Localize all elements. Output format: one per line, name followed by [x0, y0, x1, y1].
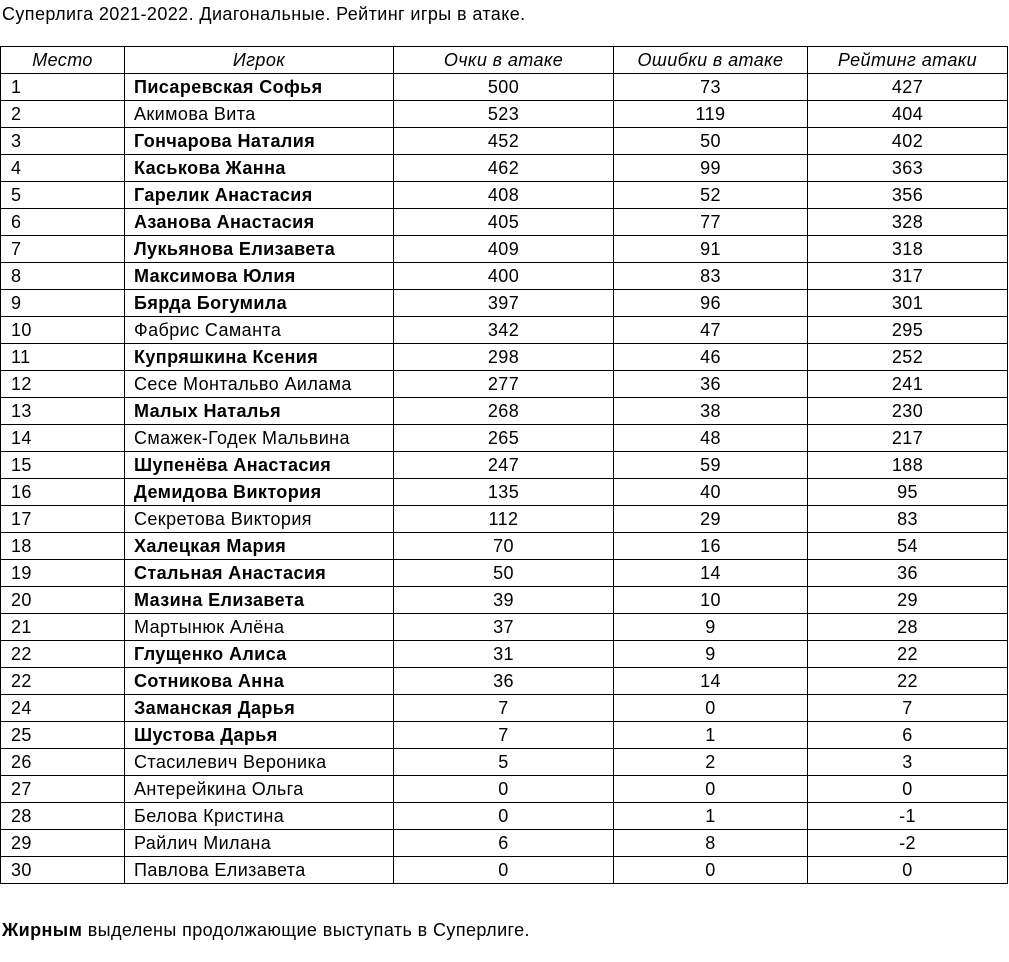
table-row — [1, 749, 1008, 776]
attack-points-cell: 5 — [394, 749, 614, 776]
footnote-bold-word: Жирным — [2, 920, 83, 940]
attack-rating-table — [0, 46, 1008, 884]
place-cell: 20 — [1, 587, 125, 614]
attack-points-cell: 298 — [394, 344, 614, 371]
attack-rating-cell: 317 — [808, 263, 1008, 290]
player-cell: Акимова Вита — [125, 101, 394, 128]
table-row — [1, 182, 1008, 209]
player-cell: Глущенко Алиса — [125, 641, 394, 668]
table-row — [1, 479, 1008, 506]
attack-rating-cell: -1 — [808, 803, 1008, 830]
attack-points-cell: 39 — [394, 587, 614, 614]
attack-rating-cell: 356 — [808, 182, 1008, 209]
attack-points-cell: 6 — [394, 830, 614, 857]
table-row — [1, 317, 1008, 344]
table-row — [1, 74, 1008, 101]
player-cell: Райлич Милана — [125, 830, 394, 857]
column-header-attack-rating: Рейтинг атаки — [808, 47, 1008, 74]
attack-points-cell: 268 — [394, 398, 614, 425]
table-row — [1, 668, 1008, 695]
attack-rating-cell: 188 — [808, 452, 1008, 479]
place-cell: 11 — [1, 344, 125, 371]
place-cell: 5 — [1, 182, 125, 209]
table-row — [1, 101, 1008, 128]
attack-points-cell: 247 — [394, 452, 614, 479]
place-cell: 1 — [1, 74, 125, 101]
attack-rating-cell: 0 — [808, 857, 1008, 884]
table-row — [1, 398, 1008, 425]
player-cell: Малых Наталья — [125, 398, 394, 425]
table-row — [1, 722, 1008, 749]
attack-rating-cell: 95 — [808, 479, 1008, 506]
place-cell: 12 — [1, 371, 125, 398]
attack-rating-cell: 29 — [808, 587, 1008, 614]
place-cell: 10 — [1, 317, 125, 344]
table-body — [1, 74, 1008, 884]
place-cell: 24 — [1, 695, 125, 722]
attack-points-cell: 31 — [394, 641, 614, 668]
place-cell: 27 — [1, 776, 125, 803]
player-cell: Лукьянова Елизавета — [125, 236, 394, 263]
place-cell: 17 — [1, 506, 125, 533]
attack-errors-cell: 50 — [614, 128, 808, 155]
attack-points-cell: 405 — [394, 209, 614, 236]
player-cell: Антерейкина Ольга — [125, 776, 394, 803]
attack-errors-cell: 29 — [614, 506, 808, 533]
table-row — [1, 614, 1008, 641]
place-cell: 13 — [1, 398, 125, 425]
place-cell: 15 — [1, 452, 125, 479]
table-row — [1, 236, 1008, 263]
player-cell: Шустова Дарья — [125, 722, 394, 749]
place-cell: 2 — [1, 101, 125, 128]
attack-rating-cell: 404 — [808, 101, 1008, 128]
attack-errors-cell: 40 — [614, 479, 808, 506]
attack-errors-cell: 77 — [614, 209, 808, 236]
table-header-row — [1, 47, 1008, 74]
column-header-place: Место — [1, 47, 125, 74]
place-cell: 19 — [1, 560, 125, 587]
attack-points-cell: 0 — [394, 776, 614, 803]
attack-rating-cell: 328 — [808, 209, 1008, 236]
attack-errors-cell: 14 — [614, 668, 808, 695]
attack-points-cell: 400 — [394, 263, 614, 290]
place-cell: 16 — [1, 479, 125, 506]
attack-points-cell: 0 — [394, 857, 614, 884]
place-cell: 6 — [1, 209, 125, 236]
table-row — [1, 641, 1008, 668]
attack-errors-cell: 1 — [614, 722, 808, 749]
attack-errors-cell: 73 — [614, 74, 808, 101]
attack-points-cell: 397 — [394, 290, 614, 317]
attack-rating-cell: -2 — [808, 830, 1008, 857]
place-cell: 14 — [1, 425, 125, 452]
attack-rating-cell: 3 — [808, 749, 1008, 776]
player-cell: Мазина Елизавета — [125, 587, 394, 614]
attack-points-cell: 500 — [394, 74, 614, 101]
player-cell: Сотникова Анна — [125, 668, 394, 695]
footnote — [2, 920, 530, 941]
attack-rating-cell: 36 — [808, 560, 1008, 587]
table-row — [1, 695, 1008, 722]
place-cell: 29 — [1, 830, 125, 857]
player-cell: Гончарова Наталия — [125, 128, 394, 155]
player-cell: Стальная Анастасия — [125, 560, 394, 587]
attack-rating-cell: 6 — [808, 722, 1008, 749]
player-cell: Секретова Виктория — [125, 506, 394, 533]
attack-errors-cell: 38 — [614, 398, 808, 425]
table-row — [1, 830, 1008, 857]
attack-points-cell: 277 — [394, 371, 614, 398]
attack-rating-cell: 318 — [808, 236, 1008, 263]
table-row — [1, 776, 1008, 803]
attack-errors-cell: 36 — [614, 371, 808, 398]
place-cell: 30 — [1, 857, 125, 884]
attack-errors-cell: 119 — [614, 101, 808, 128]
attack-errors-cell: 46 — [614, 344, 808, 371]
attack-rating-cell: 28 — [808, 614, 1008, 641]
attack-errors-cell: 96 — [614, 290, 808, 317]
player-cell: Сесе Монтальво Аилама — [125, 371, 394, 398]
player-cell: Халецкая Мария — [125, 533, 394, 560]
table-row — [1, 587, 1008, 614]
attack-errors-cell: 9 — [614, 614, 808, 641]
attack-errors-cell: 9 — [614, 641, 808, 668]
attack-rating-cell: 402 — [808, 128, 1008, 155]
attack-points-cell: 0 — [394, 803, 614, 830]
attack-rating-cell: 22 — [808, 641, 1008, 668]
attack-rating-cell: 301 — [808, 290, 1008, 317]
attack-points-cell: 36 — [394, 668, 614, 695]
place-cell: 7 — [1, 236, 125, 263]
place-cell: 22 — [1, 641, 125, 668]
table-row — [1, 425, 1008, 452]
footnote-text: выделены продолжающие выступать в Суперлиге. — [82, 920, 530, 940]
player-cell: Фабрис Саманта — [125, 317, 394, 344]
place-cell: 28 — [1, 803, 125, 830]
attack-errors-cell: 0 — [614, 776, 808, 803]
attack-points-cell: 112 — [394, 506, 614, 533]
table-row — [1, 803, 1008, 830]
place-cell: 21 — [1, 614, 125, 641]
attack-errors-cell: 0 — [614, 857, 808, 884]
attack-errors-cell: 10 — [614, 587, 808, 614]
attack-points-cell: 452 — [394, 128, 614, 155]
attack-rating-cell: 427 — [808, 74, 1008, 101]
table-row — [1, 209, 1008, 236]
attack-points-cell: 37 — [394, 614, 614, 641]
player-cell: Смажек-Годек Мальвина — [125, 425, 394, 452]
column-header-attack-points: Очки в атаке — [394, 47, 614, 74]
place-cell: 25 — [1, 722, 125, 749]
player-cell: Белова Кристина — [125, 803, 394, 830]
attack-errors-cell: 16 — [614, 533, 808, 560]
place-cell: 9 — [1, 290, 125, 317]
attack-points-cell: 7 — [394, 695, 614, 722]
table-row — [1, 857, 1008, 884]
player-cell: Купряшкина Ксения — [125, 344, 394, 371]
player-cell: Стасилевич Вероника — [125, 749, 394, 776]
player-cell: Азанова Анастасия — [125, 209, 394, 236]
attack-errors-cell: 47 — [614, 317, 808, 344]
attack-errors-cell: 0 — [614, 695, 808, 722]
table-row — [1, 290, 1008, 317]
place-cell: 4 — [1, 155, 125, 182]
attack-points-cell: 7 — [394, 722, 614, 749]
attack-rating-cell: 83 — [808, 506, 1008, 533]
player-cell: Писаревская Софья — [125, 74, 394, 101]
attack-errors-cell: 91 — [614, 236, 808, 263]
table-row — [1, 263, 1008, 290]
attack-points-cell: 408 — [394, 182, 614, 209]
attack-points-cell: 342 — [394, 317, 614, 344]
attack-points-cell: 50 — [394, 560, 614, 587]
attack-errors-cell: 48 — [614, 425, 808, 452]
attack-errors-cell: 52 — [614, 182, 808, 209]
player-cell: Каськова Жанна — [125, 155, 394, 182]
attack-errors-cell: 2 — [614, 749, 808, 776]
attack-points-cell: 70 — [394, 533, 614, 560]
attack-errors-cell: 59 — [614, 452, 808, 479]
attack-errors-cell: 83 — [614, 263, 808, 290]
attack-errors-cell: 1 — [614, 803, 808, 830]
place-cell: 18 — [1, 533, 125, 560]
table-row — [1, 344, 1008, 371]
attack-points-cell: 462 — [394, 155, 614, 182]
attack-rating-cell: 217 — [808, 425, 1008, 452]
player-cell: Демидова Виктория — [125, 479, 394, 506]
attack-rating-cell: 295 — [808, 317, 1008, 344]
table-row — [1, 155, 1008, 182]
player-cell: Бярда Богумила — [125, 290, 394, 317]
table-row — [1, 560, 1008, 587]
attack-points-cell: 135 — [394, 479, 614, 506]
place-cell: 8 — [1, 263, 125, 290]
table-row — [1, 452, 1008, 479]
attack-errors-cell: 8 — [614, 830, 808, 857]
player-cell: Максимова Юлия — [125, 263, 394, 290]
player-cell: Заманская Дарья — [125, 695, 394, 722]
player-cell: Павлова Елизавета — [125, 857, 394, 884]
attack-points-cell: 409 — [394, 236, 614, 263]
table-row — [1, 506, 1008, 533]
table-row — [1, 128, 1008, 155]
column-header-attack-errors: Ошибки в атаке — [614, 47, 808, 74]
attack-rating-cell: 7 — [808, 695, 1008, 722]
column-header-player: Игрок — [125, 47, 394, 74]
attack-errors-cell: 99 — [614, 155, 808, 182]
attack-rating-cell: 241 — [808, 371, 1008, 398]
table-row — [1, 371, 1008, 398]
player-cell: Мартынюк Алёна — [125, 614, 394, 641]
attack-rating-cell: 230 — [808, 398, 1008, 425]
player-cell: Гарелик Анастасия — [125, 182, 394, 209]
attack-rating-cell: 363 — [808, 155, 1008, 182]
place-cell: 26 — [1, 749, 125, 776]
attack-rating-cell: 22 — [808, 668, 1008, 695]
attack-rating-cell: 252 — [808, 344, 1008, 371]
attack-errors-cell: 14 — [614, 560, 808, 587]
place-cell: 3 — [1, 128, 125, 155]
place-cell: 22 — [1, 668, 125, 695]
attack-points-cell: 265 — [394, 425, 614, 452]
attack-rating-cell: 54 — [808, 533, 1008, 560]
table-row — [1, 533, 1008, 560]
attack-rating-cell: 0 — [808, 776, 1008, 803]
player-cell: Шупенёва Анастасия — [125, 452, 394, 479]
attack-points-cell: 523 — [394, 101, 614, 128]
page-title: Суперлига 2021-2022. Диагональные. Рейтинг игры в атаке. — [2, 4, 526, 24]
